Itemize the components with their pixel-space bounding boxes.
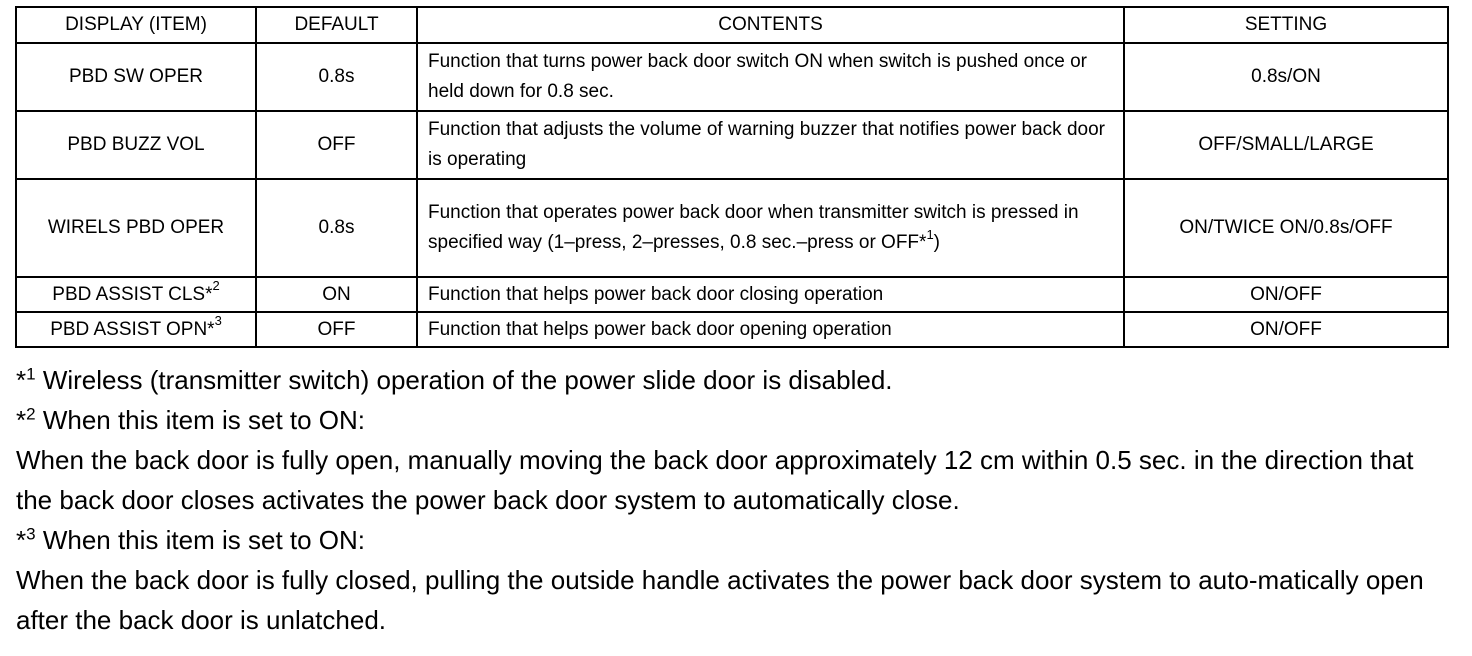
header-display-item: DISPLAY (ITEM) [16, 7, 256, 43]
header-contents: CONTENTS [417, 7, 1124, 43]
footnote-text: When the back door is fully closed, pulling the outside handle activates the power back door system to auto-matically open after the back door is unlatched. [16, 565, 1424, 635]
footnote-mark: * [16, 365, 27, 395]
cell-item [16, 43, 256, 111]
footnote-text: Wireless (transmitter switch) operation of the power slide door is disabled. [35, 365, 893, 395]
cell-contents [417, 111, 1124, 179]
item-text: PBD BUZZ VOL [67, 134, 205, 155]
customize-table [15, 6, 1449, 348]
footnote-mark: * [16, 405, 27, 435]
table-row [16, 312, 1448, 347]
cell-contents [417, 179, 1124, 277]
footnotes [16, 360, 1456, 640]
footnote-number: 2 [26, 404, 36, 424]
cell-item [16, 179, 256, 277]
cell-item [16, 277, 256, 312]
contents-text: Function that turns power back door switch ON when switch is pushed once or held down for 0.8 sec. [428, 51, 1087, 102]
contents-text: Function that adjusts the volume of warning buzzer that notifies power back door is operating [428, 119, 1105, 170]
footnote-1 [16, 360, 1456, 400]
footnote-3 [16, 520, 1456, 560]
footnote-2-detail [16, 440, 1456, 520]
contents-tail: ) [933, 232, 940, 253]
cell-setting: ON/OFF [1124, 277, 1448, 312]
cell-default: 0.8s [256, 179, 417, 277]
item-sup: 3 [214, 313, 222, 329]
item-text: PBD SW OPER [68, 66, 204, 87]
contents-sup: 1 [926, 226, 934, 242]
header-default: DEFAULT [256, 7, 417, 43]
contents-text: Function that operates power back door when transmitter switch is pressed in specified way (1–press, 2–presses, 0.8 sec.–press or OFF* [428, 202, 1079, 253]
cell-contents [417, 312, 1124, 347]
table-row [16, 111, 1448, 179]
cell-item [16, 111, 256, 179]
footnote-text: When the back door is fully open, manually moving the back door approximately 12 cm within 0.5 sec. in the direction that the back door closes activates the power back door system to automatically close. [16, 445, 1414, 515]
cell-setting: ON/OFF [1124, 312, 1448, 347]
footnote-text: When this item is set to ON: [35, 525, 366, 555]
cell-default: OFF [256, 111, 417, 179]
contents-text: Function that helps power back door opening operation [428, 318, 892, 340]
table-row [16, 43, 1448, 111]
footnote-mark: * [16, 525, 27, 555]
table-header-row [16, 7, 1448, 43]
footnote-text: When this item is set to ON: [35, 405, 366, 435]
cell-setting: ON/TWICE ON/0.8s/OFF [1124, 179, 1448, 277]
table-row [16, 179, 1448, 277]
footnote-number: 3 [26, 524, 36, 544]
cell-item [16, 312, 256, 347]
cell-default: 0.8s [256, 43, 417, 111]
item-text: PBD ASSIST CLS* [52, 283, 213, 305]
cell-contents [417, 277, 1124, 312]
item-text: PBD ASSIST OPN* [50, 318, 215, 340]
item-text: WIRELS PBD OPER [47, 217, 225, 238]
footnote-3-detail [16, 560, 1456, 640]
footnote-number: 1 [26, 364, 36, 384]
item-sup: 2 [212, 278, 220, 294]
contents-text: Function that helps power back door closing operation [428, 283, 884, 305]
cell-default: ON [256, 277, 417, 312]
header-setting: SETTING [1124, 7, 1448, 43]
cell-contents [417, 43, 1124, 111]
footnote-2 [16, 400, 1456, 440]
cell-setting: OFF/SMALL/LARGE [1124, 111, 1448, 179]
cell-default: OFF [256, 312, 417, 347]
cell-setting: 0.8s/ON [1124, 43, 1448, 111]
table-row [16, 277, 1448, 312]
